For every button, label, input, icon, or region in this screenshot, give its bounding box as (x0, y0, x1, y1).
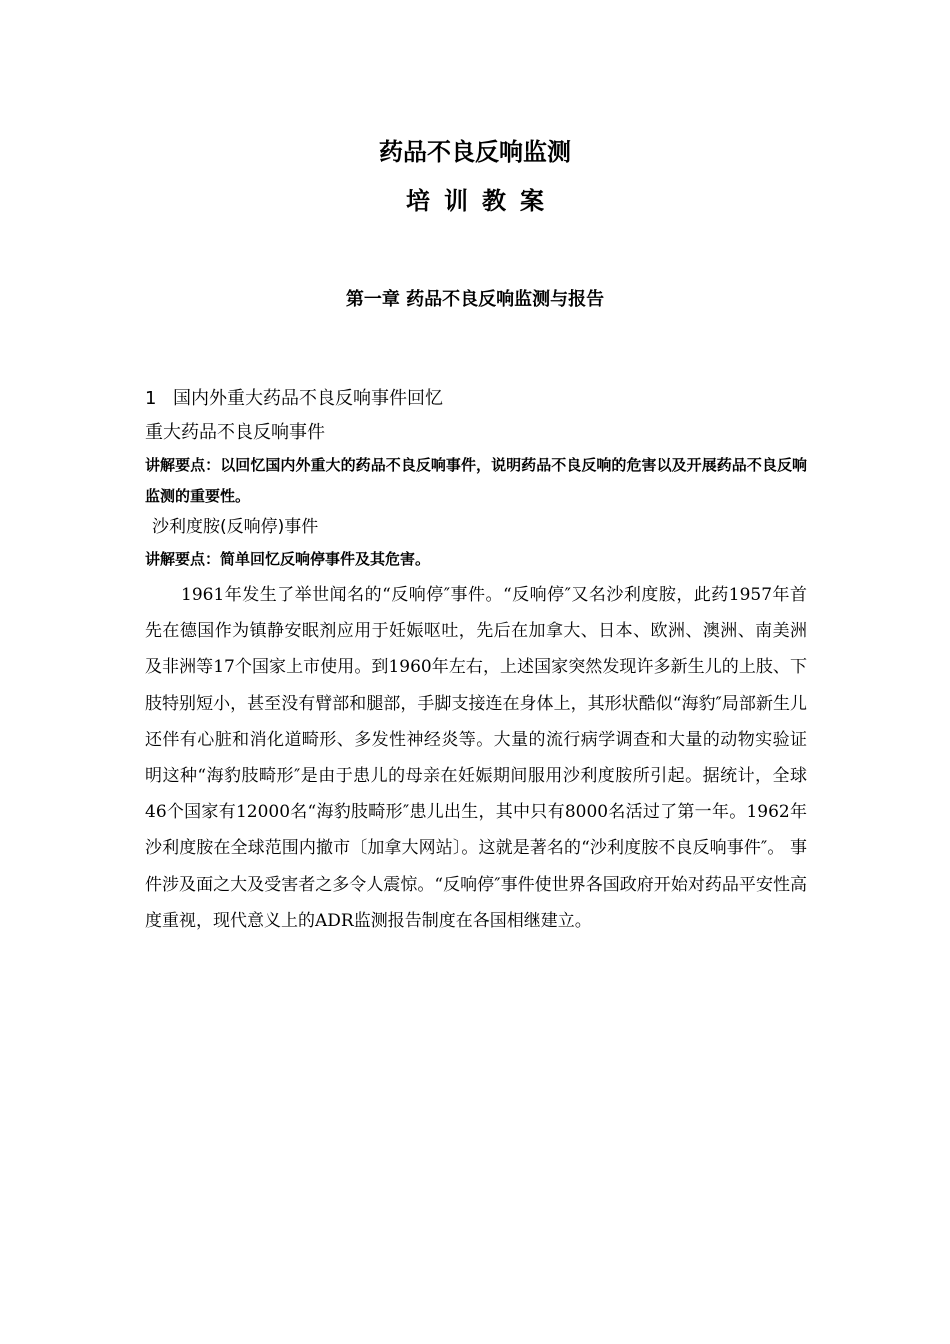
subheading-major-events: 重大药品不良反响事件 (145, 422, 325, 443)
document-body (145, 384, 807, 939)
section-title: 国内外重大药品不良反响事件回忆 (173, 388, 443, 409)
document-title: 药品不良反响监测 (379, 138, 571, 166)
key-point-2: 讲解要点：简单回忆反响停事件及其危害。 (145, 550, 431, 568)
chapter-heading: 第一章 药品不良反响监测与报告 (345, 289, 605, 310)
subheading-thalidomide: 沙利度胺(反响停)事件 (152, 517, 319, 537)
section-number: 1 (145, 388, 157, 409)
body-paragraph: 1961年发生了举世闻名的“反响停″事件。“反响停″又名沙利度胺，此药1957年首先在德国作为镇静安眠剂应用于妊娠呕吐，先后在加拿大、日本、欧洲、澳洲、南美洲及非洲等17个国家上市使用。到1960年左右，上述国家突然发现许多新生儿的上肢、下肢特别短小，甚至没有臂部和腿部，手脚支接连在身体上，其形状酷似“海豹″局部新生儿还伴有心脏和消化道畸形、多发性神经炎等。大量的流行病学调查和大量的动物实验证明这种“海豹肢畸形″是由于患儿的母亲在妊娠期间服用沙利度胺所引起。据统计，全球46个国家有12000名“海豹肢畸形″患儿出生，其中只有8000名活过了第一年。1962年沙利度胺在全球范围内撤市〔加拿大网站〕。这就是著名的“沙利度胺不良反响事件″。 事件涉及面之大及受害者之多令人震惊。“反响停″事件使世界各国政府开始对药品平安性高度重视，现代意义上的ADR监测报告制度在各国相继建立。 (145, 585, 807, 931)
document-subtitle: 培训教案 (406, 187, 558, 215)
key-point-1: 讲解要点：以回忆国内外重大的药品不良反响事件，说明药品不良反响的危害以及开展药品不良反响监测的重要性。 (145, 456, 807, 505)
section-heading (145, 384, 807, 414)
